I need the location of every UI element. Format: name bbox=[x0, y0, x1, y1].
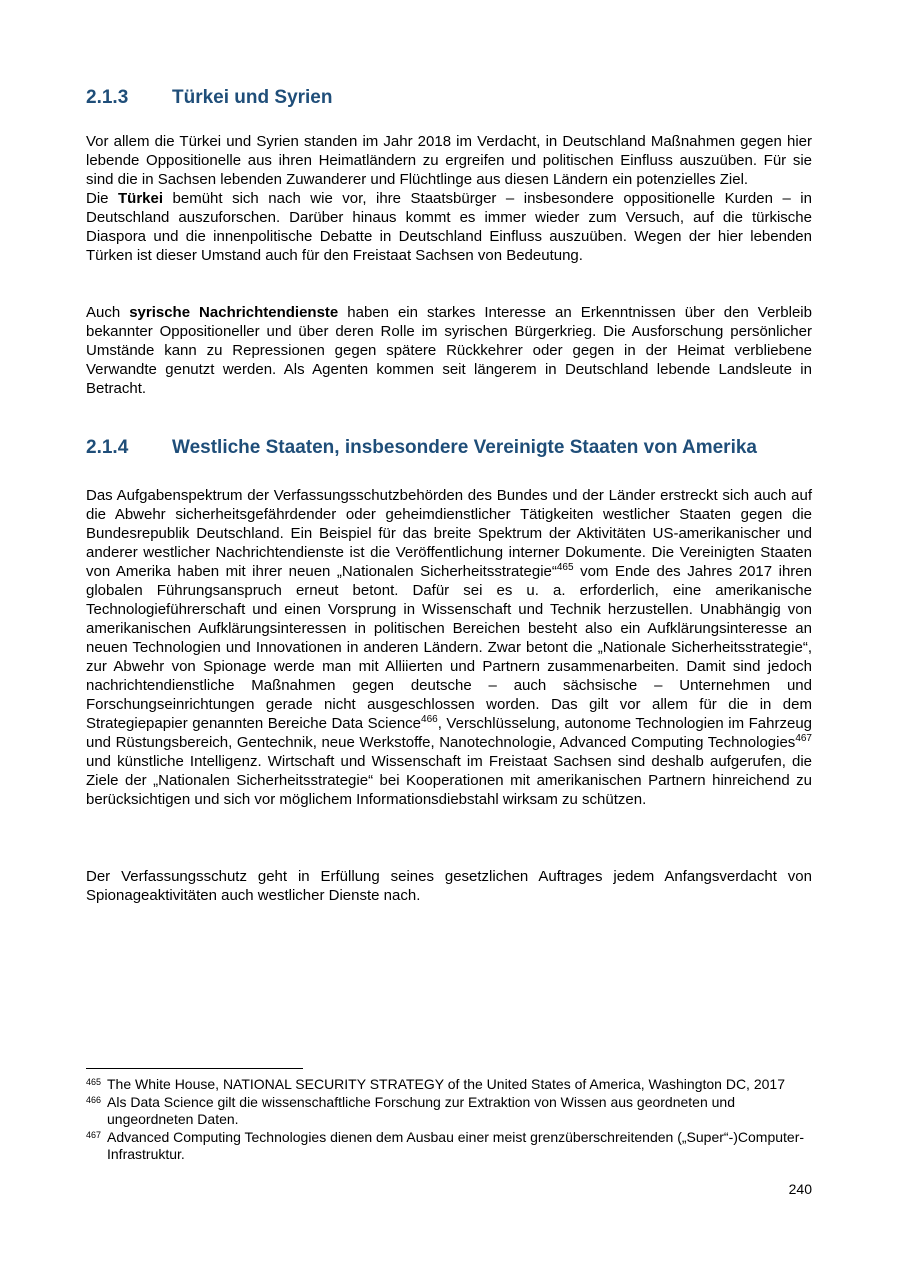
text-run: Die bbox=[86, 190, 119, 207]
text-run: und künstliche Intelligenz. Wirtschaft und Wissenschaft im Freistaat Sachsen sind deshalb aufgerufen, die Ziele der „Nationalen Sicherheitsstrategie“ bei Kooperationen mit amerikanischen Partnern hinreichend zu berücksichtigen und sich vor möglichem Informationsdiebstahl wirksam zu schützen. bbox=[86, 753, 812, 808]
footnote bbox=[86, 1076, 812, 1094]
paragraph: Vor allem die Türkei und Syrien standen im Jahr 2018 im Verdacht, in Deutschland Maßnahmen gegen hier lebende Oppositionelle aus ihren Heimatländern zu ergreifen und politischen Einfluss auszuüben. Für sie sind die in Sachsen lebenden Zuwanderer und Flüchtlinge aus diesen Ländern ein potenzielles Ziel. bbox=[86, 133, 812, 188]
paragraph: Der Verfassungsschutz geht in Erfüllung seines gesetzlichen Auftrages jedem Anfangsverdacht von Spionageaktivitäten auch westlicher Dienste nach. bbox=[86, 868, 812, 904]
bold-term: Türkei bbox=[118, 190, 164, 207]
footnote bbox=[86, 1094, 812, 1129]
footnote-ref[interactable]: 467 bbox=[795, 733, 812, 744]
footnote-ref[interactable]: 466 bbox=[421, 714, 438, 725]
section-1-body-2 bbox=[86, 303, 812, 398]
section-2-body-2 bbox=[86, 867, 812, 905]
paragraph bbox=[86, 303, 812, 398]
footnote-text: The White House, NATIONAL SECURITY STRATEGY of the United States of America, Washington DC, 2017 bbox=[107, 1076, 785, 1092]
footnote bbox=[86, 1129, 812, 1164]
footnote-number: 465 bbox=[86, 1077, 102, 1087]
paragraph bbox=[86, 486, 812, 809]
footnote-number: 466 bbox=[86, 1094, 102, 1105]
footnote-text: Als Data Science gilt die wissenschaftliche Forschung zur Extraktion von Wissen aus geordneten und ungeordneten Daten. bbox=[107, 1093, 735, 1127]
section-2-body bbox=[86, 486, 812, 809]
text-run: bemüht sich nach wie vor, ihre Staatsbürger – insbesondere oppositionelle Kurden – in Deutschland auszuforschen. Darüber hinaus kommt es immer wieder zum Versuch, auf die türkische Diaspora und die innenpolitische Debatte in Deutschland Einfluss auszuüben. Wegen der hier lebenden Türken ist dieser Umstand auch für den Freistaat Sachsen von Bedeutung. bbox=[86, 190, 812, 264]
footnote-number: 467 bbox=[86, 1129, 102, 1140]
section-heading-2-1-3 bbox=[86, 86, 332, 110]
bold-term: syrische Nachrichtendienste bbox=[129, 304, 339, 321]
footnote-separator bbox=[86, 1068, 303, 1069]
text-run: vom Ende des Jahres 2017 ihren globalen Führungsanspruch erneut betont. Dafür sei es u. a. erforderlich, eine amerikanische Technologieführerschaft und einen Vorsprung in Wissenschaft und Technik herzustellen. Unabhängig von amerikanischen Aufklärungsinteressen in politischen Bereichen besteht also ein Aufklärungsinteresse an neuen Technologien und Innovationen in anderen Ländern. Zwar betont die „Nationale Sicherheitsstrategie“, zur Abwehr von Spionage werde man mit Alliierten und Partnern zusammenarbeiten. Damit sind jedoch nachrichtendienstliche Maßnahmen gegen deutsche – auch sächsische – Unternehmen und Forschungseinrichtungen gerade nicht ausgeschlossen worden. Das gilt vor allem für die in dem Strategiepapier genannten Bereiche Data Science bbox=[86, 563, 812, 732]
section-heading-2-1-4 bbox=[86, 436, 757, 460]
section-number: 2.1.4 bbox=[86, 437, 129, 458]
page-number: 240 bbox=[788, 1181, 812, 1197]
footnote-ref[interactable]: 465 bbox=[556, 562, 574, 573]
section-title: Türkei und Syrien bbox=[172, 87, 333, 108]
text-run: Das Aufgabenspektrum der Verfassungsschutzbehörden des Bundes und der Länder erstreckt sich auch auf die Abwehr sicherheitsgefährdender oder geheimdienstlicher Tätigkeiten westlicher Staaten gegen die Bundesrepublik Deutschland. Ein Beispiel für das breite Spektrum der Aktivitäten US-amerikanischer und anderer westlicher Nachrichtendienste ist die Veröffentlichung interner Dokumente. Die Vereinigten Staaten von Amerika haben mit ihrer neuen „Nationalen Sicherheitsstrategie“ bbox=[86, 487, 812, 580]
section-1-body bbox=[86, 132, 812, 265]
paragraph bbox=[86, 189, 812, 265]
text-run: Auch bbox=[86, 304, 130, 321]
text-run: , Verschlüsselung, autonome Technologien im Fahrzeug und Rüstungsbereich, Gentechnik, neue Werkstoffe, Nanotechnologie, Advanced Computing Technologies bbox=[86, 715, 813, 751]
section-title: Westliche Staaten, insbesondere Vereinigte Staaten von Amerika bbox=[172, 437, 757, 458]
text-run: haben ein starkes Interesse an Erkenntnissen über den Verbleib bekannter Oppositioneller und über deren Rolle im syrischen Bürgerkrieg. Die Ausforschung persönlicher Umstände kann zu Repressionen gegen spätere Rückkehrer oder gegen in der Heimat verbliebene Verwandte genutzt werden. Als Agenten kommen seit längerem in Deutschland lebende Landsleute in Betracht. bbox=[86, 304, 812, 397]
footnote-text: Advanced Computing Technologies dienen dem Ausbau einer meist grenzüberschreitenden („Super“-)Computer-Infrastruktur. bbox=[107, 1128, 805, 1162]
footnotes bbox=[86, 1076, 812, 1164]
section-number: 2.1.3 bbox=[86, 87, 129, 108]
